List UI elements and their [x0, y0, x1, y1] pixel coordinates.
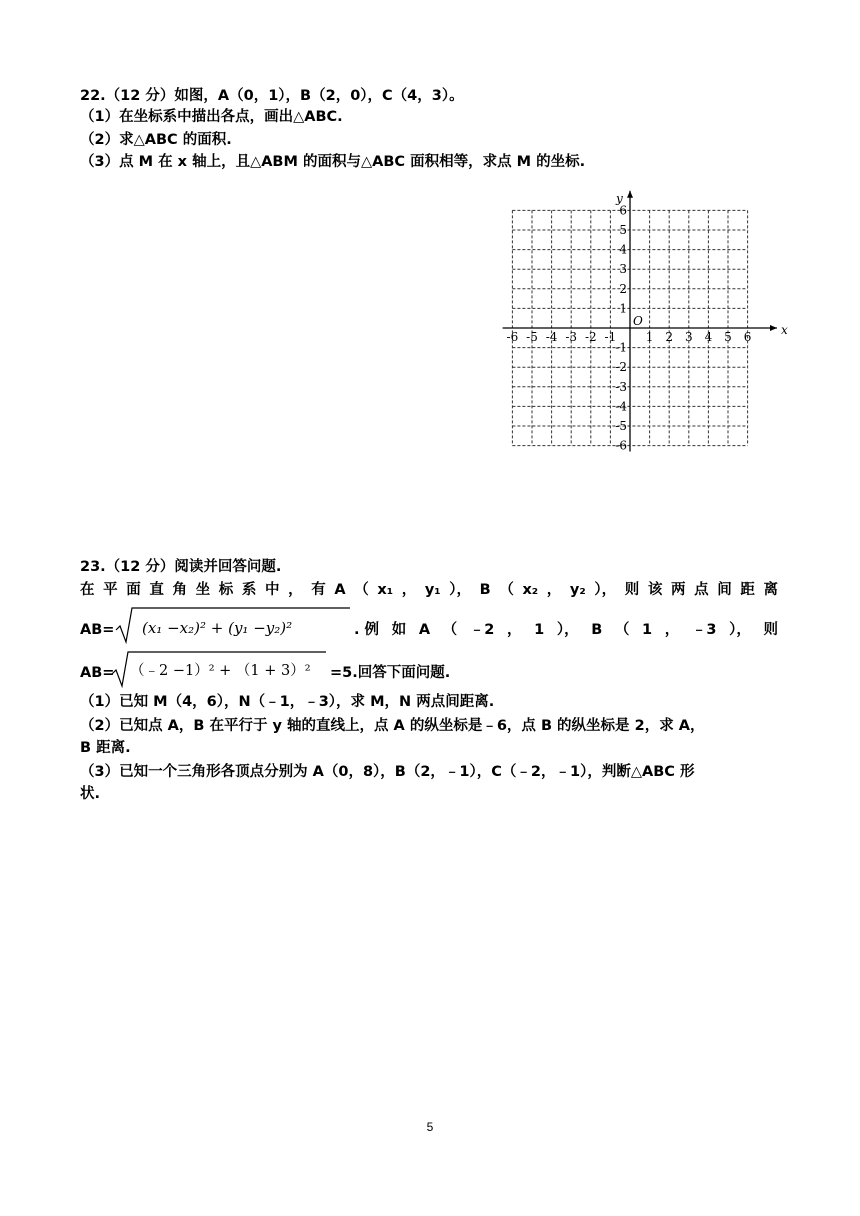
example-word: ，	[664, 622, 680, 638]
intro-word: 系	[241, 582, 257, 598]
x-axis-arrow	[770, 325, 777, 331]
example-word: ﹣3	[691, 622, 717, 638]
intro-word: A	[334, 582, 346, 598]
q23-part3-line2: 状.	[80, 786, 101, 802]
intro-word: 离	[763, 582, 778, 598]
y-tick-label: -4	[615, 399, 627, 414]
q23-part2-line1: （2）已知点 A，B 在平行于 y 轴的直线上，点 A 的纵坐标是﹣6，点 B 的纵坐标是 2，求 A，	[80, 718, 705, 734]
example-word: ），	[729, 622, 751, 638]
example-word: （	[442, 622, 458, 638]
y-tick-label: -2	[615, 360, 627, 375]
intro-word: 点	[694, 582, 709, 598]
y-tick-label: 6	[619, 203, 627, 218]
y-axis-arrow	[627, 191, 633, 198]
y-tick-label: 3	[619, 262, 627, 277]
intro-word: y₁	[424, 582, 441, 598]
intro-word: 坐	[195, 582, 211, 598]
example-word: 1	[534, 622, 545, 638]
intro-word: 直	[149, 582, 164, 598]
y-tick-label: 2	[619, 281, 627, 296]
q23-example-line	[354, 620, 778, 640]
x-tick-label: -2	[584, 330, 597, 344]
intro-word: ，	[401, 582, 417, 598]
q23-title: 23.（12 分）阅读并回答问题.	[80, 559, 282, 575]
x-tick-label: -4	[545, 330, 558, 344]
intro-word: 该	[647, 582, 663, 598]
intro-word: 角	[172, 582, 187, 598]
intro-word: ），	[594, 582, 617, 598]
intro-word: y₂	[569, 582, 586, 598]
q23-part2-line2: B 距离.	[80, 740, 131, 756]
intro-word: 平	[103, 582, 118, 598]
y-tick-label: -1	[615, 340, 627, 355]
example-word: 如	[391, 622, 407, 638]
intro-word: B	[479, 582, 491, 598]
intro-word: ），	[449, 582, 472, 598]
q23-intro-words	[80, 580, 778, 600]
example-result: =5.回答下面问题.	[330, 665, 451, 681]
q23-ab-label-2: AB=	[80, 665, 115, 681]
q23-part1: （1）已知 M（4，6），N（﹣1，﹣3），求 M，N 两点间距离.	[80, 694, 495, 710]
example-word: ，	[507, 622, 522, 638]
q22-part3: （3）点 M 在 x 轴上，且△ABM 的面积与△ABC 面积相等，求点 M 的坐标.	[80, 154, 586, 170]
intro-word: 间	[717, 582, 732, 598]
formula-example: （﹣2 −1）² + （1 + 3）²	[130, 663, 311, 679]
x-tick-label: 2	[665, 330, 674, 344]
example-word: 则	[763, 622, 778, 638]
intro-word: 标	[218, 582, 234, 598]
y-tick-label: -6	[615, 438, 627, 453]
formula-general: (x₁ −x₂)² + (y₁ −y₂)²	[142, 619, 293, 637]
q23-intro-line	[80, 580, 778, 600]
x-tick-label: -6	[506, 330, 519, 344]
x-axis-label: x	[781, 323, 788, 337]
q23-example-words	[354, 620, 778, 640]
q22-part2: （2）求△ABC 的面积.	[80, 132, 232, 148]
intro-word: ，	[546, 582, 562, 598]
origin-label: O	[633, 314, 643, 328]
intro-word: 两	[670, 582, 686, 598]
intro-word: 中	[265, 582, 280, 598]
intro-word: 有	[311, 582, 326, 598]
page-number: 5	[426, 1120, 434, 1134]
x-tick-label: 3	[684, 330, 693, 344]
intro-word: x₂	[522, 582, 539, 598]
intro-word: 在	[80, 582, 95, 598]
example-word: （	[614, 622, 630, 638]
q22-title: 22.（12 分）如图，A（0，1），B（2，0），C（4，3）。	[80, 88, 464, 104]
coordinate-grid	[496, 180, 786, 452]
example-word: ﹣2	[469, 622, 495, 638]
y-tick-label: 5	[619, 223, 627, 237]
q23-ab-label-1: AB=	[80, 622, 115, 638]
x-tick-label: -1	[604, 330, 617, 344]
x-tick-label: 5	[724, 330, 732, 344]
y-tick-label: -5	[615, 419, 627, 433]
intro-word: ，	[288, 582, 303, 598]
intro-word: 则	[624, 582, 640, 598]
example-word: ），	[556, 622, 579, 638]
intro-word: （	[354, 582, 369, 598]
example-word: . 例	[354, 622, 380, 638]
intro-word: x₁	[377, 582, 394, 598]
y-axis-label: y	[616, 191, 623, 206]
example-word: 1	[642, 622, 653, 638]
intro-word: 距	[740, 582, 755, 598]
x-tick-label: -3	[565, 330, 578, 344]
y-tick-label: 4	[619, 242, 627, 257]
x-tick-label: 6	[743, 330, 752, 344]
x-tick-label: 4	[704, 330, 713, 344]
coordinate-grid-svg	[496, 180, 786, 452]
q22-part1: （1）在坐标系中描出各点，画出△ABC.	[80, 109, 343, 125]
y-tick-label: 1	[619, 301, 627, 316]
intro-word: 面	[126, 582, 141, 598]
x-tick-label: -5	[526, 330, 538, 344]
x-tick-label: 1	[645, 330, 654, 344]
example-word: A	[418, 622, 431, 638]
q23-part3-line1: （3）已知一个三角形各顶点分别为 A（0，8），B（2，﹣1），C（﹣2，﹣1），判断△ABC 形	[80, 764, 695, 780]
intro-word: （	[499, 582, 514, 598]
y-tick-label: -3	[615, 379, 627, 394]
example-word: B	[591, 622, 603, 638]
